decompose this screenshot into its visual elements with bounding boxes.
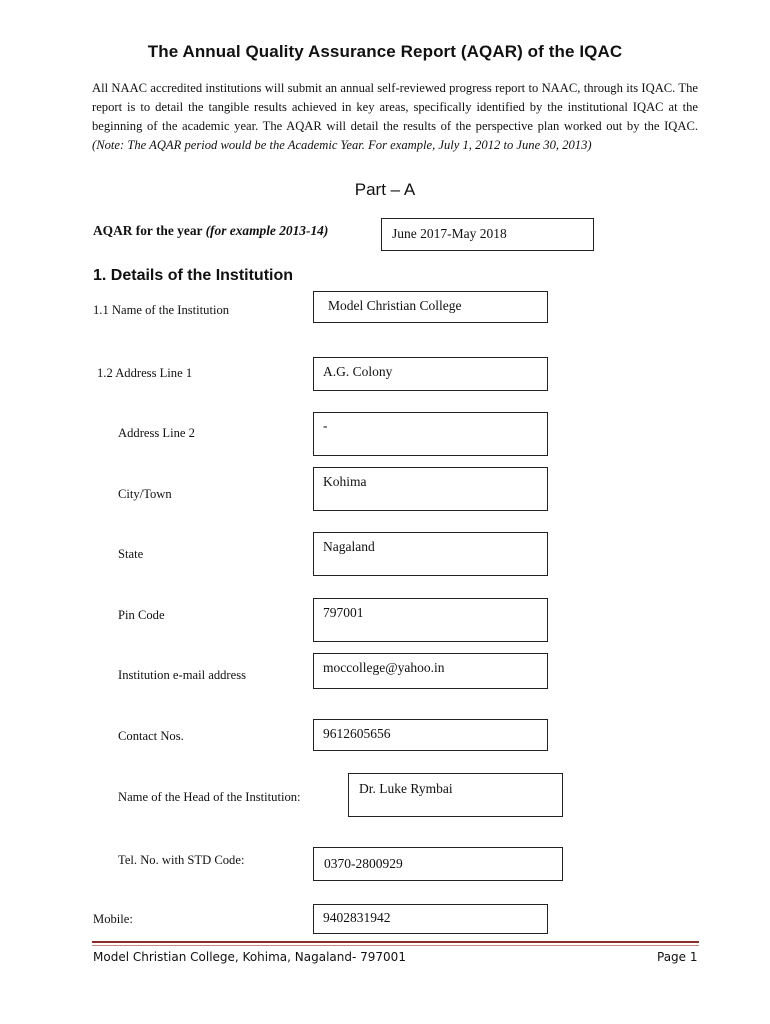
intro-note: (Note: The AQAR period would be the Academic Year. For example, July 1, 2012 to June 30, 2013) [92,138,592,152]
name-label: 1.1 Name of the Institution [93,303,230,317]
tel-field[interactable]: 0370-2800929 [313,847,563,881]
intro-paragraph [92,79,698,155]
tel-label: Tel. No. with STD Code: [118,853,245,867]
aqar-year-field[interactable]: June 2017-May 2018 [381,218,594,251]
city-field[interactable]: Kohima [313,467,548,511]
footer-rule [92,941,699,943]
mobile-label: Mobile: [93,912,133,926]
city-label: City/Town [118,487,172,501]
address1-label: 1.2 Address Line 1 [97,366,193,380]
page-number: Page 1 [657,950,698,964]
email-label: Institution e-mail address [118,668,247,682]
page-title: The Annual Quality Assurance Report (AQAR) of the IQAC [147,42,623,61]
intro-text: All NAAC accredited institutions will submit an annual self-reviewed progress report to NAAC, through its IQAC. The report is to detail the tangible results achieved in key areas, specifically identified by the institutional IQAC at the beginning of the academic year. The AQAR will detail the results of the perspective plan worked out by the IQAC. [92,81,698,133]
state-label: State [118,547,144,561]
pin-label: Pin Code [118,608,165,622]
contact-field[interactable]: 9612605656 [313,719,548,751]
address2-field[interactable]: - [313,412,548,456]
aqar-year-label: AQAR for the year (for example 2013-14) [93,223,329,238]
mobile-field[interactable]: 9402831942 [313,904,548,934]
address1-field[interactable]: A.G. Colony [313,357,548,391]
aqar-example: (for example 2013-14) [205,223,329,238]
state-field[interactable]: Nagaland [313,532,548,576]
head-field[interactable]: Dr. Luke Rymbai [348,773,563,817]
name-field[interactable]: Model Christian College [313,291,548,323]
contact-label: Contact Nos. [118,729,184,743]
footer-institution: Model Christian College, Kohima, Nagaland- 797001 [93,950,406,964]
address2-label: Address Line 2 [118,426,195,440]
pin-field[interactable]: 797001 [313,598,548,642]
section-heading: 1. Details of the Institution [93,267,294,284]
head-label: Name of the Head of the Institution: [118,790,301,804]
email-field[interactable]: moccollege@yahoo.in [313,653,548,689]
part-heading: Part – A [354,180,416,199]
footer-rule-thin [92,945,699,946]
